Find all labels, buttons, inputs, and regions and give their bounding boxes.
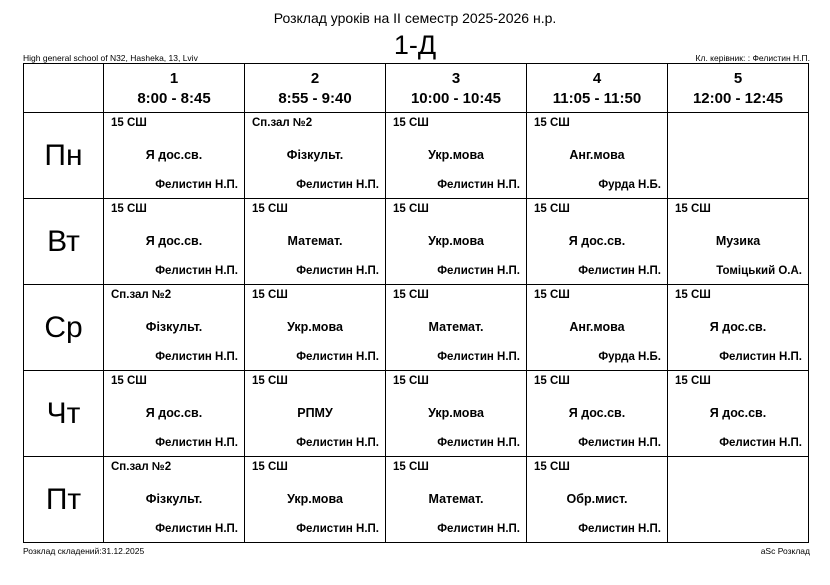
- lesson-cell: [245, 285, 386, 371]
- subject-label: Я дос.св.: [568, 234, 626, 248]
- corner-cell: [24, 64, 104, 113]
- subject-label: Фізкульт.: [145, 320, 203, 334]
- teacher-label: Фелистин Н.П.: [437, 351, 520, 363]
- subject-label: Музика: [715, 234, 761, 248]
- lesson-cell: [527, 113, 668, 199]
- period-header-4: [527, 64, 668, 113]
- teacher-label: Фелистин Н.П.: [155, 351, 238, 363]
- lesson-cell: [668, 371, 809, 457]
- day-row: [24, 199, 809, 285]
- room-label: 15 СШ: [393, 289, 429, 301]
- lesson-cell: [245, 371, 386, 457]
- room-label: Сп.зал №2: [252, 117, 313, 129]
- lesson-cell: [104, 457, 245, 543]
- room-label: Сп.зал №2: [111, 461, 172, 473]
- lesson-cell: [386, 113, 527, 199]
- period-header-2: [245, 64, 386, 113]
- day-row: [24, 371, 809, 457]
- room-label: 15 СШ: [393, 203, 429, 215]
- lesson-cell: [386, 285, 527, 371]
- subject-label: Укр.мова: [287, 320, 343, 334]
- lesson-cell: [245, 199, 386, 285]
- teacher-label: Фелистин Н.П.: [437, 523, 520, 535]
- teacher-label: Фелистин Н.П.: [296, 351, 379, 363]
- teacher-label: Фелистин Н.П.: [155, 265, 238, 277]
- room-label: 15 СШ: [252, 375, 288, 387]
- room-label: 15 СШ: [675, 289, 711, 301]
- subject-label: Математ.: [428, 320, 484, 334]
- period-header-5: [668, 64, 809, 113]
- app-credit: aSc Розклад: [760, 546, 810, 556]
- teacher-label: Фелистин Н.П.: [578, 265, 661, 277]
- room-label: 15 СШ: [534, 375, 570, 387]
- subject-label: Обр.мист.: [566, 492, 628, 506]
- teacher-label: Фелистин Н.П.: [155, 523, 238, 535]
- class-name-title: 1-Д: [393, 30, 437, 60]
- teacher-label: Фурда Н.Б.: [598, 351, 661, 363]
- timetable-grid: [23, 63, 809, 543]
- subject-label: РПМУ: [297, 406, 333, 420]
- lesson-cell: [527, 199, 668, 285]
- teacher-label: Фелистин Н.П.: [296, 179, 379, 191]
- subject-label: Я дос.св.: [145, 148, 203, 162]
- room-label: 15 СШ: [252, 461, 288, 473]
- period-number: 3: [451, 70, 461, 87]
- room-label: 15 СШ: [111, 203, 147, 215]
- subject-label: Математ.: [428, 492, 484, 506]
- room-label: Сп.зал №2: [111, 289, 172, 301]
- day-row: [24, 285, 809, 371]
- teacher-label: Фелистин Н.П.: [437, 179, 520, 191]
- room-label: 15 СШ: [393, 117, 429, 129]
- teacher-label: Фелистин Н.П.: [155, 437, 238, 449]
- day-row: [24, 457, 809, 543]
- period-header-row: [24, 64, 809, 113]
- subject-label: Укр.мова: [428, 148, 484, 162]
- period-time: 8:55 - 9:40: [278, 90, 352, 107]
- period-header-1: [104, 64, 245, 113]
- period-time: 10:00 - 10:45: [410, 90, 502, 107]
- period-number: 5: [733, 70, 743, 87]
- period-time: 8:00 - 8:45: [137, 90, 211, 107]
- day-label: Пн: [24, 113, 104, 199]
- class-teacher: Кл. керівник: : Фелистин Н.П.: [695, 53, 810, 63]
- teacher-label: Фелистин Н.П.: [578, 437, 661, 449]
- lesson-cell: [527, 457, 668, 543]
- lesson-cell: [245, 113, 386, 199]
- teacher-label: Фелистин Н.П.: [155, 179, 238, 191]
- lesson-cell: [104, 371, 245, 457]
- teacher-label: Фелистин Н.П.: [296, 523, 379, 535]
- room-label: 15 СШ: [252, 203, 288, 215]
- period-number: 2: [310, 70, 320, 87]
- lesson-cell: [527, 285, 668, 371]
- room-label: 15 СШ: [675, 203, 711, 215]
- room-label: 15 СШ: [252, 289, 288, 301]
- teacher-label: Фелистин Н.П.: [437, 265, 520, 277]
- day-label: Ср: [24, 285, 104, 371]
- empty-lesson-cell: [668, 113, 809, 199]
- lesson-cell: [245, 457, 386, 543]
- lesson-cell: [668, 285, 809, 371]
- period-time: 12:00 - 12:45: [692, 90, 784, 107]
- room-label: 15 СШ: [534, 289, 570, 301]
- day-label: Пт: [24, 457, 104, 543]
- teacher-label: Фелистин Н.П.: [437, 437, 520, 449]
- subject-label: Анг.мова: [569, 148, 625, 162]
- lesson-cell: [104, 113, 245, 199]
- subject-label: Я дос.св.: [145, 234, 203, 248]
- teacher-label: Фелистин Н.П.: [578, 523, 661, 535]
- lesson-cell: [527, 371, 668, 457]
- created-date: Розклад складений:31.12.2025: [23, 546, 145, 556]
- room-label: 15 СШ: [111, 117, 147, 129]
- subject-label: Я дос.св.: [709, 320, 767, 334]
- subject-label: Анг.мова: [569, 320, 625, 334]
- room-label: 15 СШ: [534, 203, 570, 215]
- subject-label: Укр.мова: [287, 492, 343, 506]
- timetable-subtitle: Розклад уроків на ІІ семестр 2025-2026 н.р.: [273, 10, 557, 26]
- period-number: 4: [592, 70, 602, 87]
- subject-label: Я дос.св.: [709, 406, 767, 420]
- empty-lesson-cell: [668, 457, 809, 543]
- teacher-label: Фелистин Н.П.: [296, 437, 379, 449]
- day-row: [24, 113, 809, 199]
- room-label: 15 СШ: [675, 375, 711, 387]
- subject-label: Я дос.св.: [568, 406, 626, 420]
- day-label: Чт: [24, 371, 104, 457]
- period-header-3: [386, 64, 527, 113]
- lesson-cell: [104, 285, 245, 371]
- period-time: 11:05 - 11:50: [552, 90, 642, 107]
- school-address: High general school of N32, Hasheka, 13, Lviv: [23, 53, 198, 63]
- period-number: 1: [169, 70, 179, 87]
- teacher-label: Фелистин Н.П.: [296, 265, 379, 277]
- subject-label: Укр.мова: [428, 234, 484, 248]
- subject-label: Математ.: [287, 234, 343, 248]
- lesson-cell: [668, 199, 809, 285]
- subject-label: Я дос.св.: [145, 406, 203, 420]
- lesson-cell: [104, 199, 245, 285]
- lesson-cell: [386, 371, 527, 457]
- subject-label: Фізкульт.: [286, 148, 344, 162]
- room-label: 15 СШ: [393, 375, 429, 387]
- teacher-label: Фурда Н.Б.: [598, 179, 661, 191]
- teacher-label: Томіцький О.А.: [716, 265, 802, 277]
- room-label: 15 СШ: [534, 117, 570, 129]
- lesson-cell: [386, 457, 527, 543]
- teacher-label: Фелистин Н.П.: [719, 351, 802, 363]
- room-label: 15 СШ: [534, 461, 570, 473]
- subject-label: Укр.мова: [428, 406, 484, 420]
- teacher-label: Фелистин Н.П.: [719, 437, 802, 449]
- lesson-cell: [386, 199, 527, 285]
- room-label: 15 СШ: [111, 375, 147, 387]
- room-label: 15 СШ: [393, 461, 429, 473]
- day-label: Вт: [24, 199, 104, 285]
- subject-label: Фізкульт.: [145, 492, 203, 506]
